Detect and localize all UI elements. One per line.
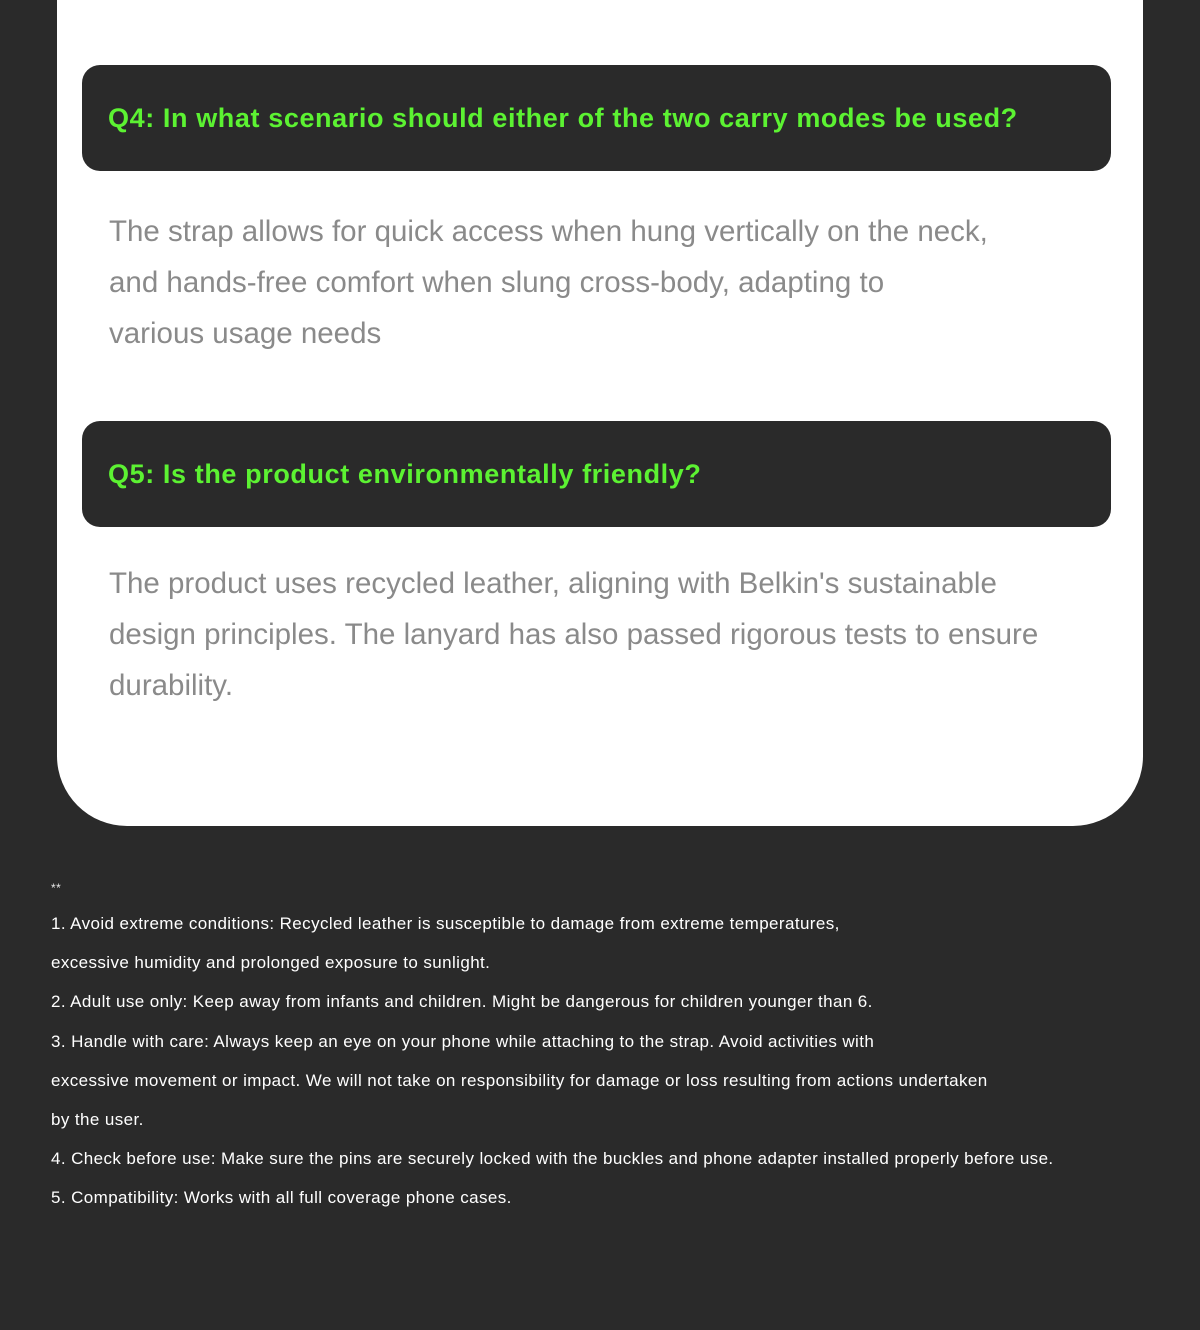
note-line: 1. Avoid extreme conditions: Recycled leather is susceptible to damage from extreme temperatures,	[51, 914, 840, 933]
faq-item-q4	[82, 65, 1111, 359]
question-text: Q4: In what scenario should either of the two carry modes be used?	[108, 102, 1018, 133]
note-line: excessive humidity and prolonged exposure to sunlight.	[51, 953, 491, 973]
note-line: 4. Check before use: Make sure the pins are securely locked with the buckles and phone adapter installed properly before use.	[51, 1149, 1054, 1169]
note-line: 3. Handle with care: Always keep an eye on your phone while attaching to the strap. Avoid activities with	[51, 1031, 875, 1051]
question-text: Q5: Is the product environmentally friendly?	[108, 458, 702, 489]
note-line: by the user.	[51, 1110, 144, 1130]
answer-line: durability.	[109, 669, 234, 702]
answer-line: various usage needs	[109, 317, 382, 350]
faq-card	[57, 0, 1143, 826]
usage-notes	[51, 878, 1191, 1218]
note-line: 2. Adult use only: Keep away from infants and children. Might be dangerous for children younger than 6.	[51, 992, 873, 1012]
answer-line: The strap allows for quick access when hung vertically on the neck,	[109, 215, 988, 248]
answer-line: design principles. The lanyard has also passed rigorous tests to ensure	[109, 618, 1039, 651]
answer-text	[109, 206, 1089, 359]
question-bar	[82, 65, 1111, 171]
answer-line: and hands-free comfort when slung cross-body, adapting to	[109, 266, 885, 299]
answer-text	[109, 558, 1089, 711]
question-bar	[82, 421, 1111, 527]
note-line: excessive movement or impact. We will not take on responsibility for damage or loss resulting from actions undertaken	[51, 1070, 988, 1090]
faq-item-q5	[82, 421, 1111, 711]
note-line: 5. Compatibility: Works with all full coverage phone cases.	[51, 1188, 512, 1208]
answer-line: The product uses recycled leather, aligning with Belkin's sustainable	[109, 567, 997, 600]
notes-marker: **	[51, 881, 62, 895]
